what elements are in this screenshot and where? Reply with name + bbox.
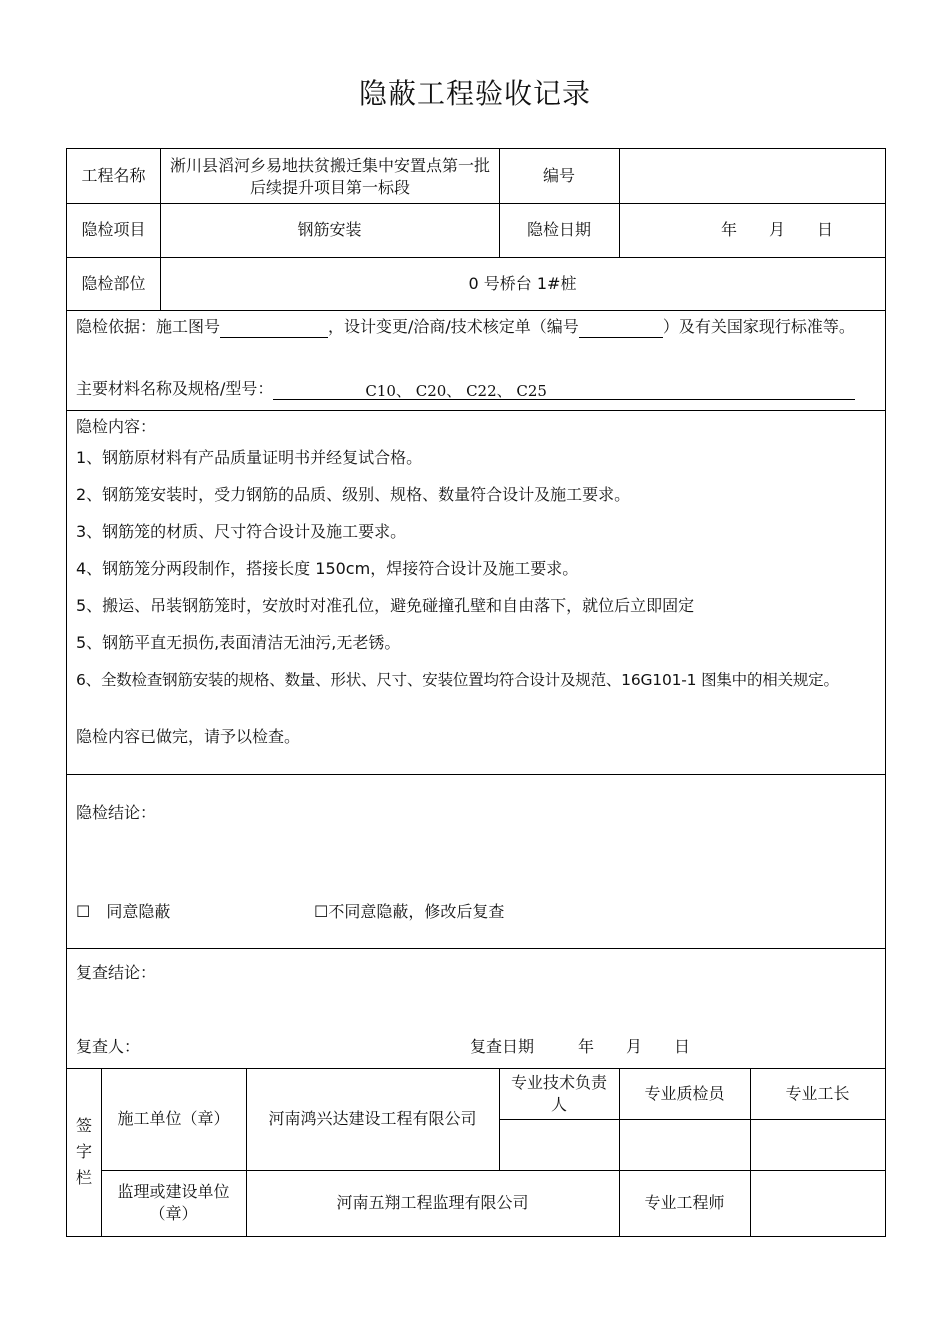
foreman-label: 专业工长 (785, 1083, 850, 1103)
content-item: 4、钢筋笼分两段制作，搭接长度 150cm，焊接符合设计及施工要求。 (76, 559, 579, 578)
material-line: 主要材料名称及规格/型号： C10、 C20、 C22、 C25 (76, 378, 855, 400)
serial-value (619, 149, 885, 203)
item-label: 隐检项目 (81, 220, 146, 239)
builder-name: 河南鸿兴达建设工程有限公司 (268, 1109, 477, 1128)
review-date-label: 复查日期 (470, 1037, 535, 1056)
engineer-label: 专业工程师 (644, 1193, 725, 1212)
content-item: 3、钢筋笼的材质、尺寸符合设计及施工要求。 (76, 522, 407, 541)
supervisor-label: 监理或建设单位（章） (117, 1182, 230, 1223)
conclusion-label: 隐检结论： (76, 803, 157, 822)
content-item: 5、搬运、吊装钢筋笼时，安放时对准孔位，避免碰撞孔壁和自由落下，就位后立即固定 (76, 596, 695, 615)
content-closing: 隐检内容已做完，请予以检查。 (76, 727, 301, 746)
tech-lead-label: 专业技术负责人 (510, 1072, 607, 1114)
reviewer-label: 复查人： (76, 1037, 141, 1056)
supervisor-name: 河南五翔工程监理有限公司 (336, 1193, 529, 1212)
quality-inspector-label: 专业质检员 (644, 1083, 725, 1103)
date-value: 年 月 日 (720, 220, 833, 239)
builder-label: 施工单位（章） (117, 1109, 230, 1128)
content-heading: 隐检内容： (76, 417, 157, 436)
signature-column-label: 签字栏 (76, 1116, 93, 1187)
inspection-form (66, 148, 886, 1237)
content-item: 5、钢筋平直无损伤,表面清洁无油污,无老锈。 (76, 633, 401, 652)
date-label: 隐检日期 (526, 220, 591, 239)
serial-label: 编号 (542, 166, 575, 185)
location-value: 0 号桥台 1#桩 (468, 273, 577, 293)
review-label: 复查结论： (76, 963, 157, 982)
page-title: 隐蔽工程验收记录 (358, 77, 591, 110)
disagree-checkbox[interactable]: ☐不同意隐蔽，修改后复查 (314, 902, 505, 921)
content-item: 6、全数检查钢筋安装的规格、数量、形状、尺寸、安装位置均符合设计及规范、16G101-1 图集中的相关规定。 (76, 671, 839, 689)
material-value: C10、 C20、 C22、 C25 (273, 383, 855, 400)
review-date-value: 年 月 日 (578, 1037, 691, 1056)
content-item: 1、钢筋原材料有产品质量证明书并经复试合格。 (76, 448, 423, 467)
project-name-value: 淅川县滔河乡易地扶贫搬迁集中安置点第一批后续提升项目第一标段 (169, 156, 490, 197)
drawing-number-blank (220, 319, 328, 338)
content-item: 2、钢筋笼安装时，受力钢筋的品质、级别、规格、数量符合设计及施工要求。 (76, 485, 631, 504)
project-name-label: 工程名称 (81, 166, 146, 185)
item-value: 钢筋安装 (297, 220, 362, 239)
basis-line: 隐检依据：施工图号 ，设计变更/洽商/技术核定单（编号 ）及有关国家现行标准等。 (76, 317, 855, 336)
agree-checkbox[interactable]: ☐ 同意隐蔽 (76, 902, 171, 921)
location-label: 隐检部位 (81, 273, 146, 293)
change-number-blank (579, 319, 663, 338)
